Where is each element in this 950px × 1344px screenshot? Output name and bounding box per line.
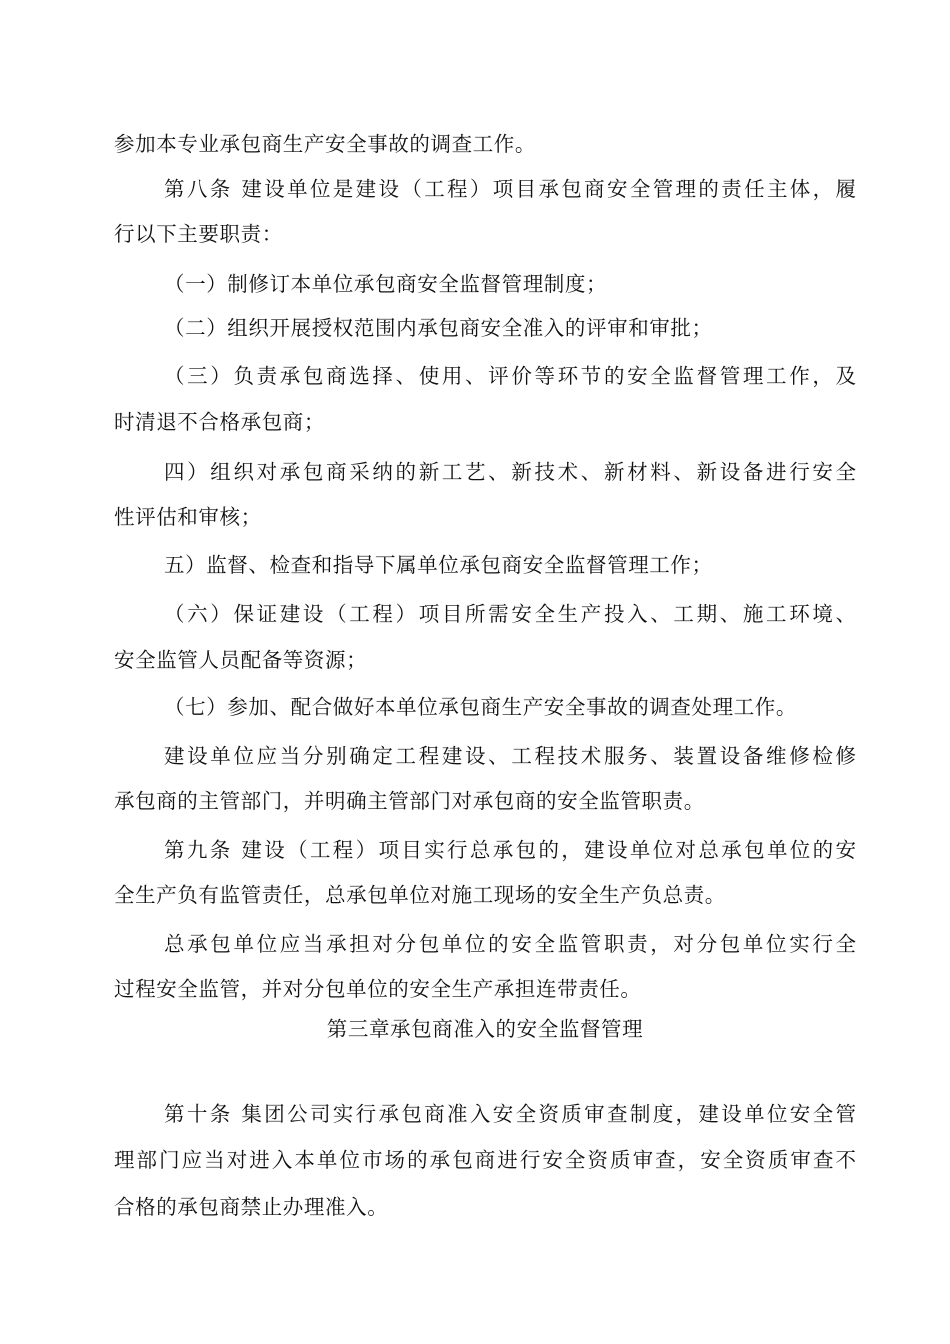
text-line: 第八条 建设单位是建设（工程）项目承包商安全管理的责任主体，履 (164, 177, 856, 201)
text-line: 时清退不合格承包商； (114, 410, 325, 434)
text-line: （二）组织开展授权范围内承包商安全准入的评审和审批； (164, 316, 713, 340)
chapter-heading: 第三章承包商准入的安全监督管理 (326, 1017, 644, 1041)
text-line: 全生产负有监管责任，总承包单位对施工现场的安全生产负总责。 (114, 883, 726, 907)
text-line: 过程安全监管，并对分包单位的安全生产承担连带责任。 (114, 977, 642, 1001)
text-line: 四）组织对承包商采纳的新工艺、新技术、新材料、新设备进行安全 (164, 460, 856, 484)
text-line: 总承包单位应当承担对分包单位的安全监管职责，对分包单位实行全 (164, 932, 856, 956)
text-line: （七）参加、配合做好本单位承包商生产安全事故的调查处理工作。 (164, 695, 797, 719)
text-line: 合格的承包商禁止办理准入。 (114, 1195, 389, 1219)
text-line: 性评估和审核； (114, 505, 262, 529)
text-line: 建设单位应当分别确定工程建设、工程技术服务、装置设备维修检修 (164, 744, 856, 768)
text-line: （三）负责承包商选择、使用、评价等环节的安全监督管理工作，及 (164, 364, 856, 388)
text-line: 第十条 集团公司实行承包商准入安全资质审查制度，建设单位安全管 (164, 1102, 856, 1126)
document-page (114, 0, 856, 1344)
text-line: （一）制修订本单位承包商安全监督管理制度； (164, 272, 608, 296)
text-line: 第九条 建设（工程）项目实行总承包的，建设单位对总承包单位的安 (164, 838, 856, 862)
text-line: 理部门应当对进入本单位市场的承包商进行安全资质审查，安全资质审查不 (114, 1148, 856, 1172)
text-line: 安全监管人员配备等资源； (114, 648, 368, 672)
text-line: （六）保证建设（工程）项目所需安全生产投入、工期、施工环境、 (164, 602, 856, 626)
text-line: 参加本专业承包商生产安全事故的调查工作。 (114, 132, 536, 156)
text-line: 行以下主要职责： (114, 222, 283, 246)
text-line: 承包商的主管部门，并明确主管部门对承包商的安全监管职责。 (114, 789, 705, 813)
text-line: 五）监督、检查和指导下属单位承包商安全监督管理工作； (164, 553, 713, 577)
